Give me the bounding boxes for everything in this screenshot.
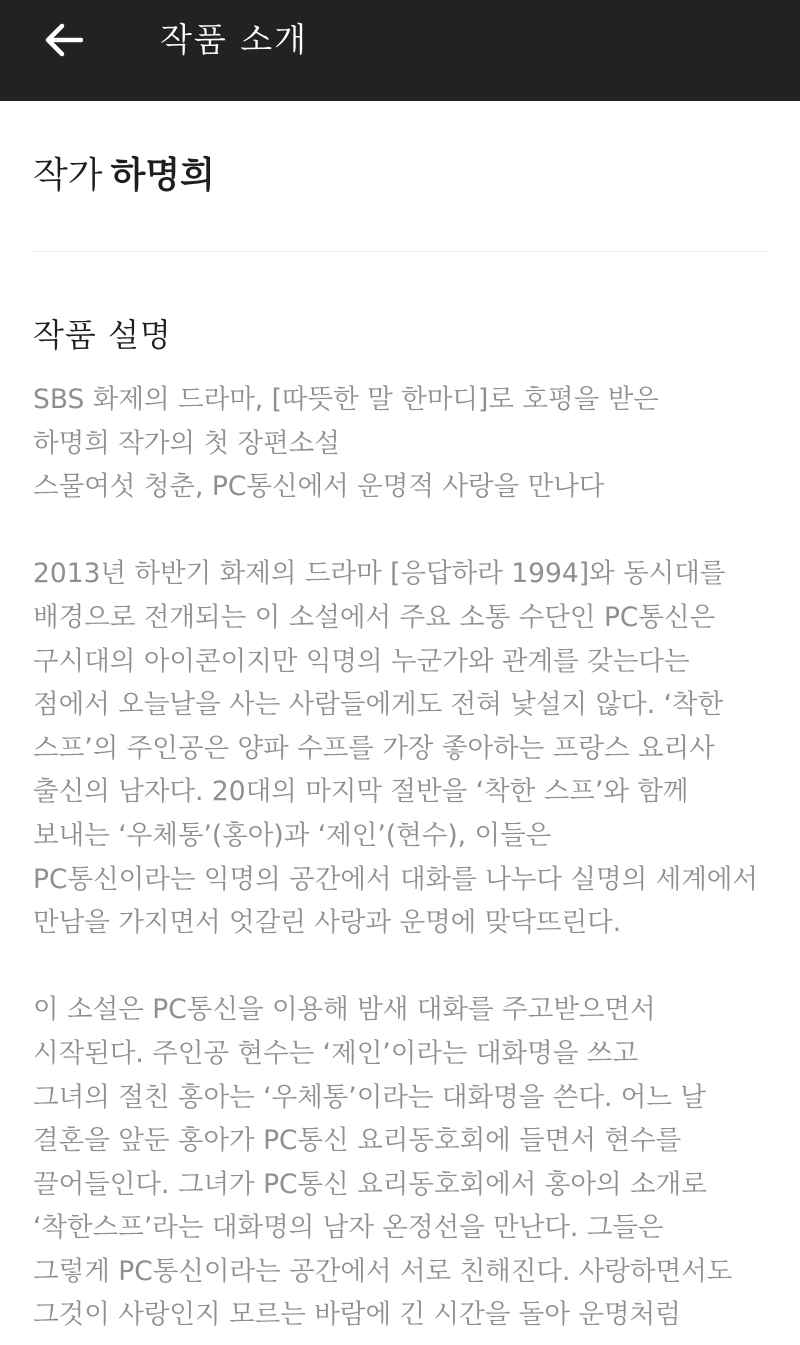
divider — [33, 251, 767, 252]
page-title: 작품 소개 — [160, 20, 309, 59]
description-line: 그것이 사랑인지 모르는 바람에 긴 시간을 돌아 운명처럼 — [33, 1299, 681, 1331]
description-line: 결혼을 앞둔 홍아가 PC통신 요리동호회에 들면서 현수를 — [33, 1125, 682, 1157]
back-button[interactable] — [38, 18, 88, 62]
description-line: 스물여섯 청춘, PC통신에서 운명적 사랑을 만나다 — [33, 471, 605, 503]
paragraph-gap — [33, 509, 773, 553]
arrow-left-icon — [43, 22, 83, 58]
description-line: 만남을 가지면서 엇갈린 사랑과 운명에 맞닥뜨린다. — [33, 907, 622, 939]
section-title: 작품 설명 — [33, 316, 172, 354]
description-line: SBS 화제의 드라마, [따뜻한 말 한마디]로 호평을 받은 — [33, 384, 659, 415]
description-line: 출신의 남자다. 20대의 마지막 절반을 ‘착한 스프’와 함께 — [33, 776, 689, 808]
description-line: 보내는 ‘우체통’(홍아)과 ‘제인’(현수), 이들은 — [33, 819, 552, 851]
description-line: 점에서 오늘날을 사는 사람들에게도 전혀 낯설지 않다. ‘착한 — [33, 689, 724, 721]
description-text — [33, 378, 773, 1337]
description-line: 스프’의 주인공은 양파 수프를 가장 좋아하는 프랑스 요리사 — [33, 732, 715, 764]
description-line: ‘착한스프’라는 대화명의 남자 온정선을 만난다. 그들은 — [33, 1212, 664, 1244]
description-line: 구시대의 아이콘이지만 익명의 누군가와 관계를 갖는다는 — [33, 645, 690, 677]
description-line: 시작된다. 주인공 현수는 ‘제인’이라는 대화명을 쓰고 — [33, 1037, 638, 1069]
description-line: 배경으로 전개되는 이 소설에서 주요 소통 수단인 PC통신은 — [33, 601, 716, 633]
description-line: 그녀의 절친 홍아는 ‘우체통’이라는 대화명을 쓴다. 어느 날 — [33, 1081, 707, 1113]
description-line: PC통신이라는 익명의 공간에서 대화를 나누다 실명의 세계에서 — [33, 863, 758, 895]
author-row — [33, 150, 215, 202]
author-name: 하명희 — [110, 155, 215, 196]
top-app-bar — [0, 0, 800, 101]
description-line: 그렇게 PC통신이라는 공간에서 서로 친해진다. 사랑하면서도 — [33, 1255, 733, 1287]
author-label: 작가 — [33, 155, 103, 196]
description-line: 이 소설은 PC통신을 이용해 밤새 대화를 주고받으면서 — [33, 994, 656, 1026]
description-line: 2013년 하반기 화제의 드라마 [응답하라 1994]와 동시대를 — [33, 558, 726, 590]
description-line: 하명희 작가의 첫 장편소설 — [33, 427, 340, 459]
description-line: 끌어들인다. 그녀가 PC통신 요리동호회에서 홍아의 소개로 — [33, 1168, 707, 1200]
paragraph-gap — [33, 945, 773, 989]
